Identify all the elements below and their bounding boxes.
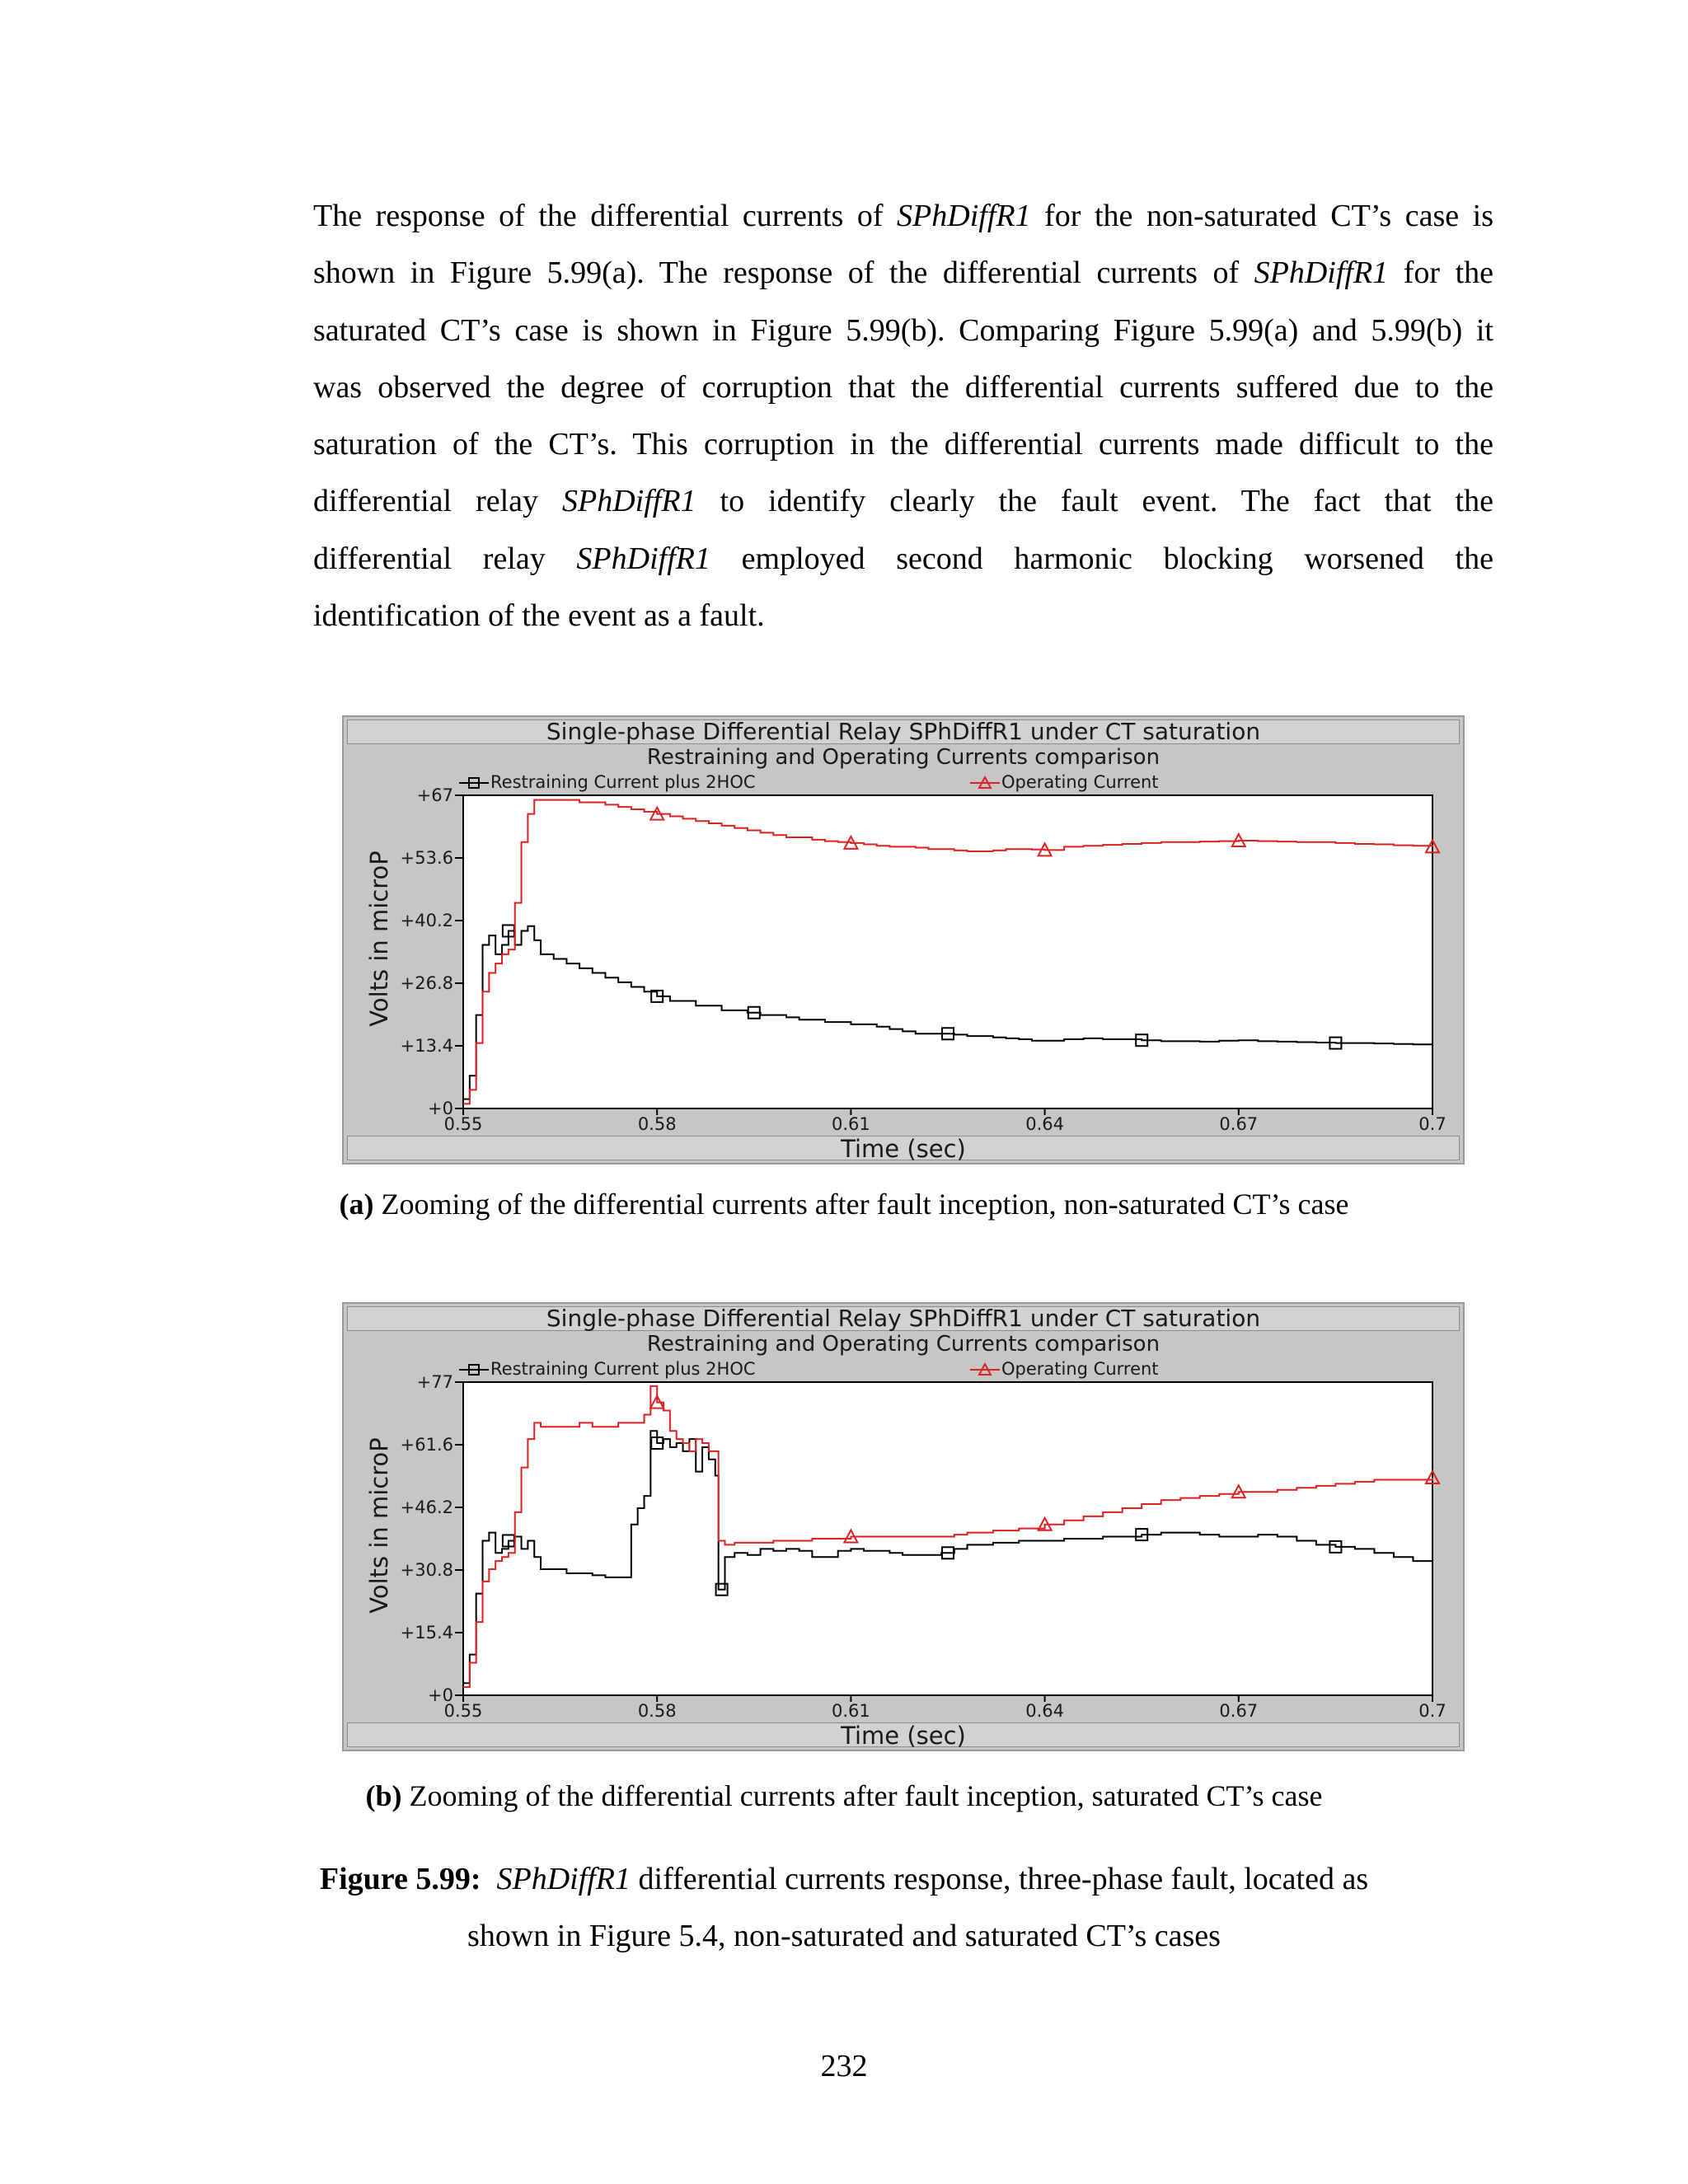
para-line-4: was observed the degree of corruption that the differential currents suffered due to the [313, 369, 1493, 405]
x-tick-label: 0.55 [443, 1701, 483, 1721]
y-tick-label: +67 [416, 785, 453, 805]
x-tick-label: 0.61 [832, 1114, 870, 1134]
legend-label: Restraining Current plus 2HOC [490, 772, 756, 792]
y-tick-label: +0 [428, 1685, 453, 1705]
x-tick-label: 0.7 [1418, 1701, 1447, 1721]
figure-caption [0, 1851, 1688, 1965]
x-tick-label: 0.61 [832, 1701, 870, 1721]
figure-b-chart [342, 1302, 1465, 1751]
para-line-3: saturated CT’s case is shown in Figure 5.99(b). Comparing Figure 5.99(a) and 5.99(b) it [313, 312, 1493, 348]
para-line-7: differential relay SPhDiffR1 employed second harmonic blocking worsened the [313, 541, 1493, 576]
x-tick-label: 0.58 [637, 1701, 677, 1721]
plot-area [463, 1382, 1432, 1695]
body-paragraph [313, 188, 1493, 644]
chart-subtitle: Restraining and Operating Currents comparison [646, 1332, 1160, 1357]
y-axis-label: Volts in microP [365, 851, 393, 1027]
caption-a: (a) Zooming of the differential currents after fault inception, non-saturated CT’s case [339, 1188, 1349, 1221]
legend-label: Operating Current [1001, 772, 1159, 792]
x-axis-label: Time (sec) [841, 1722, 966, 1750]
x-tick-label: 0.67 [1219, 1701, 1259, 1721]
y-tick-label: +13.4 [400, 1036, 453, 1056]
para-line-8: identification of the event as a fault. [313, 598, 765, 634]
x-tick-label: 0.64 [1025, 1701, 1064, 1721]
para-line-2: shown in Figure 5.99(a). The response of the differential currents of SPhDiffR1 for the [313, 255, 1493, 291]
y-tick-label: +61.6 [400, 1435, 453, 1455]
page-number: 232 [820, 2049, 868, 2083]
y-tick-label: +40.2 [400, 911, 453, 930]
legend-label: Operating Current [1001, 1359, 1159, 1379]
chart-title: Single-phase Differential Relay SPhDiffR1 under CT saturation [347, 1306, 1460, 1331]
x-tick-label: 0.64 [1025, 1114, 1064, 1134]
chart-canvas [344, 717, 1466, 1166]
y-tick-label: +53.6 [400, 848, 453, 868]
y-tick-label: +77 [416, 1372, 453, 1392]
y-tick-label: +46.2 [400, 1497, 453, 1517]
x-tick-label: 0.67 [1219, 1114, 1259, 1134]
para-line-1: The response of the differential currents of SPhDiffR1 for the non-saturated CT’s case is [313, 199, 1493, 233]
x-tick-label: 0.7 [1418, 1114, 1447, 1134]
x-tick-label: 0.55 [443, 1114, 483, 1134]
y-tick-label: +15.4 [400, 1623, 453, 1643]
x-axis-label: Time (sec) [841, 1135, 966, 1163]
legend-label: Restraining Current plus 2HOC [490, 1359, 756, 1379]
figure-a-chart [342, 715, 1465, 1165]
chart-canvas [344, 1304, 1466, 1753]
x-tick-label: 0.58 [637, 1114, 677, 1134]
para-line-5: saturation of the CT’s. This corruption in the differential currents made difficult to the [313, 427, 1493, 462]
caption-b: (b) Zooming of the differential currents after fault inception, saturated CT’s case [365, 1779, 1323, 1812]
figure-caption-line-1: Figure 5.99: SPhDiffR1 differential currents response, three-phase fault, located as [319, 1862, 1369, 1896]
figure-caption-line-2: shown in Figure 5.4, non-saturated and saturated CT’s cases [467, 1919, 1221, 1953]
y-tick-label: +30.8 [400, 1560, 453, 1580]
chart-subtitle: Restraining and Operating Currents comparison [646, 745, 1160, 770]
para-line-6: differential relay SPhDiffR1 to identify clearly the fault event. The fact that the [313, 484, 1493, 519]
y-axis-label: Volts in microP [365, 1437, 393, 1614]
y-tick-label: +26.8 [400, 973, 453, 993]
y-tick-label: +0 [428, 1099, 453, 1118]
chart-title: Single-phase Differential Relay SPhDiffR1 under CT saturation [347, 719, 1460, 744]
